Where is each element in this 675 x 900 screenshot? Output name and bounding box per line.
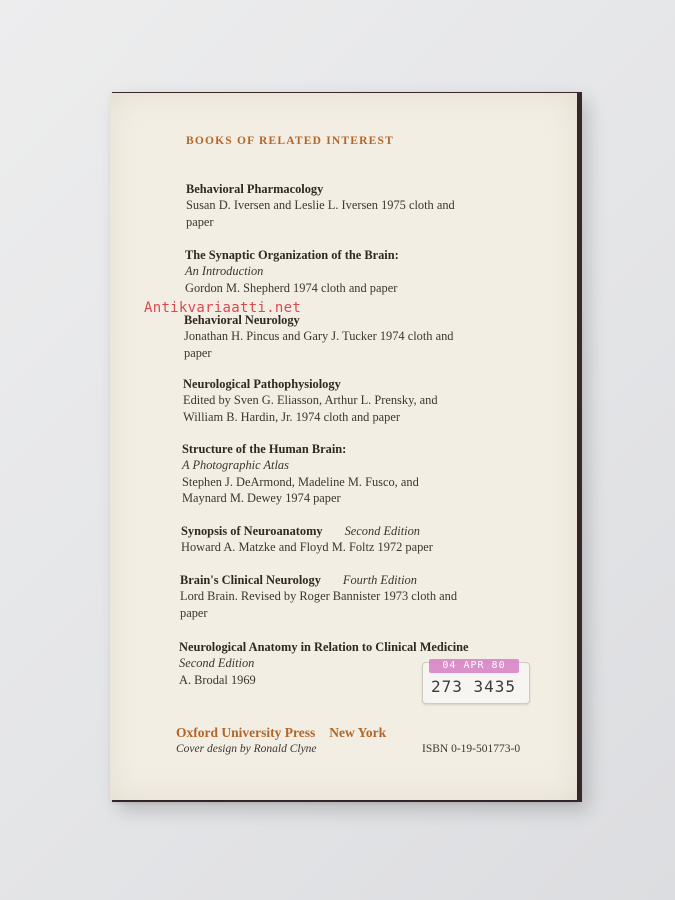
isbn-number: ISBN 0-19-501773-0 <box>422 743 521 755</box>
book-authors: Stephen J. DeArmond, Madeline M. Fusco, and <box>182 474 419 489</box>
book-authors: Lord Brain. Revised by Roger Bannister 1973 cloth and <box>180 589 458 604</box>
watermark-text: Antikvariaatti.net <box>144 300 302 316</box>
book-title: Neurological Anatomy in Relation to Clinical Medicine <box>179 640 469 654</box>
book-authors-cont: William B. Hardin, Jr. 1974 cloth and paper <box>183 409 400 424</box>
price-sticker <box>422 662 530 704</box>
book-title: The Synaptic Organization of the Brain: <box>185 248 399 262</box>
publisher-city: New York <box>329 725 387 740</box>
book-authors: Susan D. Iversen and Leslie L. Iversen 1975 cloth and <box>186 198 455 213</box>
book-authors: Edited by Sven G. Eliasson, Arthur L. Prensky, and <box>183 393 438 408</box>
book-title: Behavioral Pharmacology <box>186 182 324 196</box>
book-authors: A. Brodal 1969 <box>179 672 256 687</box>
cover-design-credit: Cover design by Ronald Clyne <box>176 743 317 755</box>
book-authors-cont: paper <box>184 345 212 360</box>
book-edition: Fourth Edition <box>342 573 417 587</box>
section-heading: BOOKS OF RELATED INTEREST <box>186 135 394 147</box>
book-entry <box>180 572 525 621</box>
book-title: Structure of the Human Brain: <box>182 442 347 456</box>
book-authors: Howard A. Matzke and Floyd M. Foltz 1972 paper <box>181 540 433 555</box>
book-subtitle: Second Edition <box>179 656 255 671</box>
book-edition: Second Edition <box>344 524 420 538</box>
book-title: Neurological Pathophysiology <box>183 377 341 391</box>
book-subtitle: A Photographic Atlas <box>182 458 289 473</box>
book-back-cover <box>110 93 577 800</box>
book-entry <box>184 312 529 361</box>
book-entry <box>185 247 530 296</box>
book-entry <box>183 376 528 425</box>
book-authors-cont: Maynard M. Dewey 1974 paper <box>182 490 341 505</box>
book-entry <box>186 181 531 230</box>
publisher-name: Oxford University Press <box>176 725 316 740</box>
book-authors: Jonathan H. Pincus and Gary J. Tucker 1974 cloth and <box>184 329 454 344</box>
book-authors: Gordon M. Shepherd 1974 cloth and paper <box>185 280 398 295</box>
book-authors-cont: paper <box>180 605 208 620</box>
book-title: Synopsis of Neuroanatomy <box>181 524 323 538</box>
date-stamp: 04 APR 80 <box>429 659 519 673</box>
book-entry <box>181 523 526 556</box>
book-authors-cont: paper <box>186 214 214 229</box>
book-title: Behavioral Neurology <box>184 313 300 327</box>
sticker-code: 273 3435 <box>431 677 517 696</box>
book-entry <box>182 441 527 506</box>
publisher-line <box>176 725 386 741</box>
book-title: Brain's Clinical Neurology <box>180 573 321 587</box>
book-subtitle: An Introduction <box>185 264 264 279</box>
